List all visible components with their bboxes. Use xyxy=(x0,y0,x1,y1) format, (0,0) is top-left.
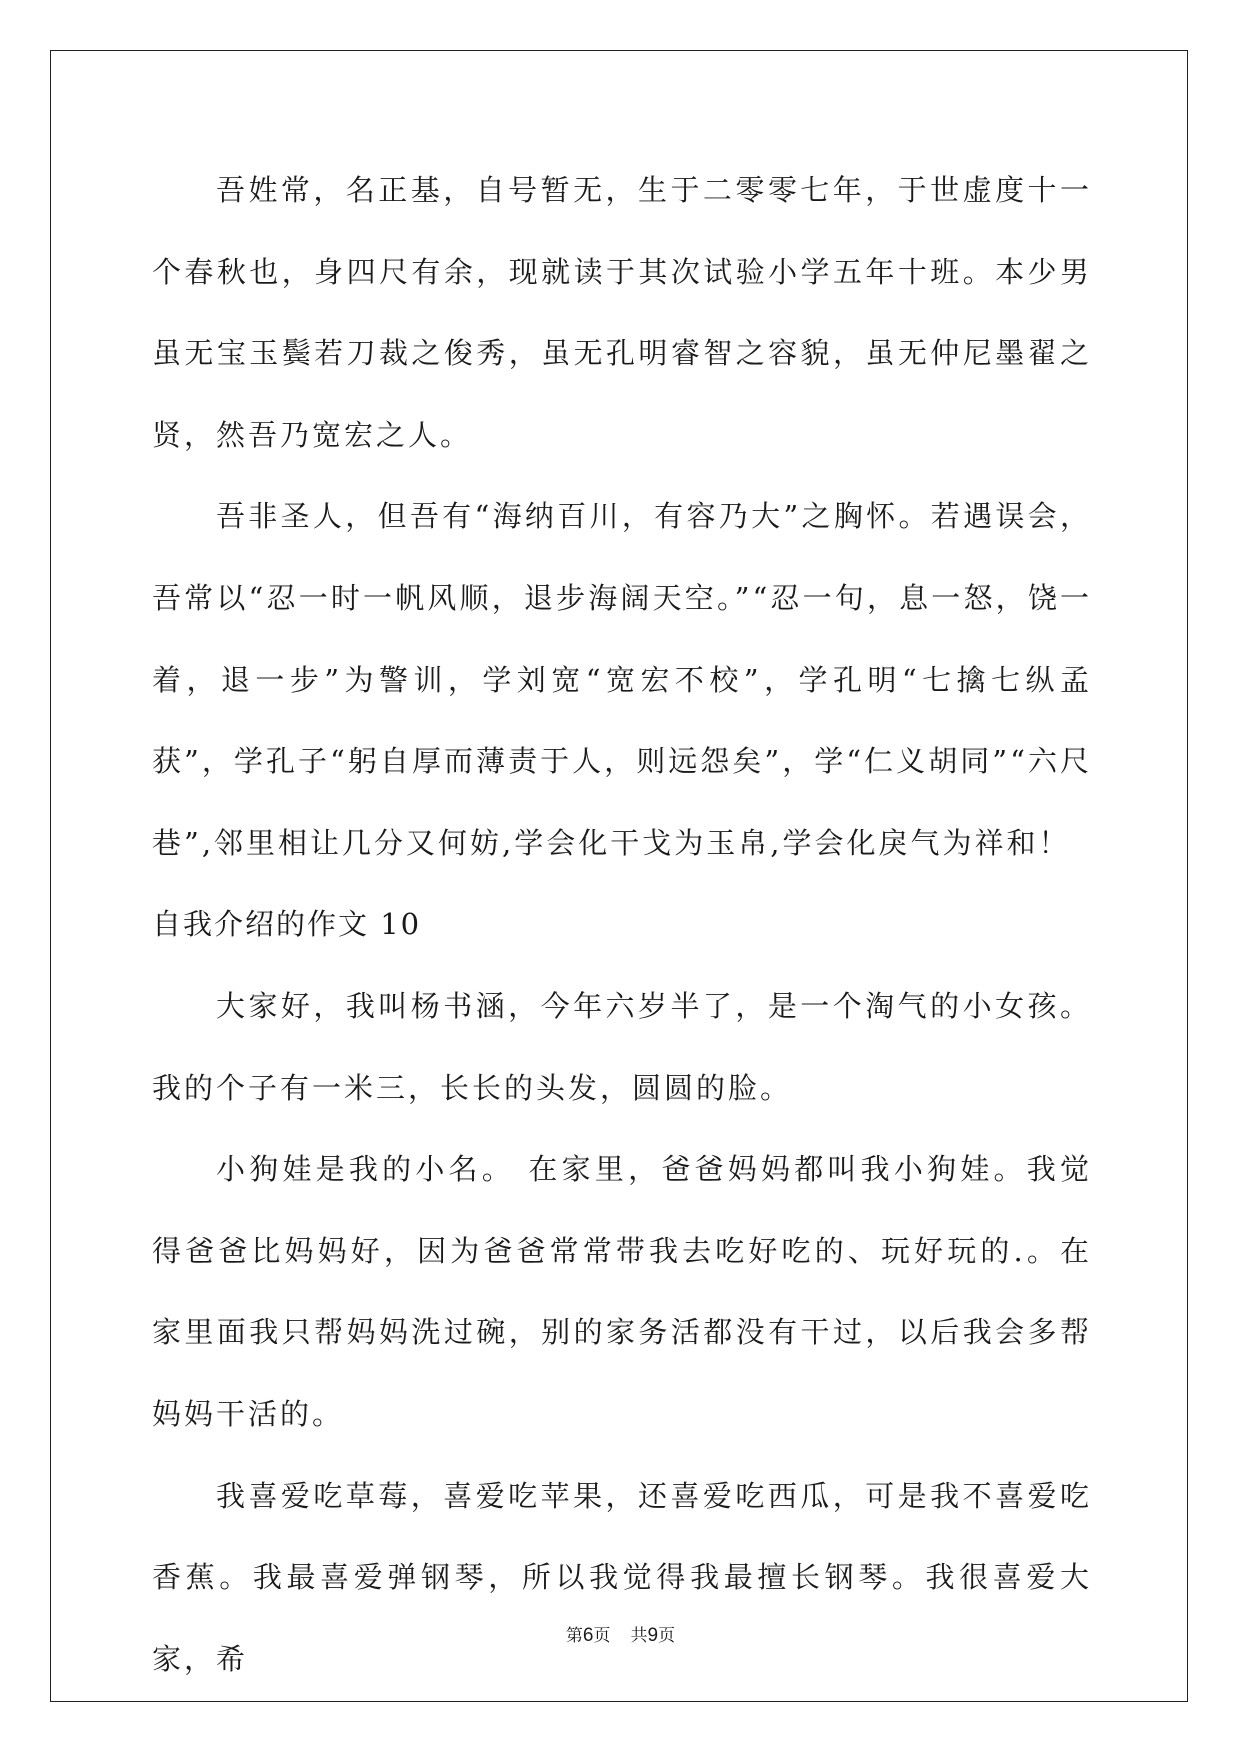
current-page-number: 6 xyxy=(582,1625,594,1646)
paragraph-1: 吾姓常，名正基，自号暂无，生于二零零七年，于世虚度十一个春秋也，身四尺有余，现就读于其次试验小学五年十班。本少男虽无宝玉鬓若刀裁之俊秀，虽无孔明睿智之容貌，虽无仲尼墨翟之贤，然吾乃宽宏之人。 xyxy=(152,173,1092,452)
footer-prefix-current: 第 xyxy=(565,1626,583,1646)
paragraph-2: 吾非圣人，但吾有“海纳百川，有容乃大”之胸怀。若遇误会，吾常以“忍一时一帆风顺，退步海阔天空。”“忍一句，息一怒，饶一着，退一步”为警训，学刘宽“宽宏不校”，学孔明“七擒七纵孟获”，学孔子“躬自厚而薄责于人，则远怨矣”，学“仁义胡同”“六尺巷”,邻里相让几分又何妨,学会化干戈为玉帛,学会化戾气为祥和！ xyxy=(152,499,1092,860)
document-body xyxy=(152,150,1092,1700)
paragraph-4: 小狗娃是我的小名。 在家里，爸爸妈妈都叫我小狗娃。我觉得爸爸比妈妈好，因为爸爸常常带我去吃好吃的、玩好玩的.。在家里面我只帮妈妈洗过碗，别的家务活都没有干过，以后我会多帮妈妈干活的。 xyxy=(152,1152,1092,1431)
paragraph-3: 大家好，我叫杨书涵，今年六岁半了，是一个淘气的小女孩。我的个子有一米三，长长的头发，圆圆的脸。 xyxy=(152,988,1092,1105)
total-page-number: 9 xyxy=(647,1625,659,1646)
paragraph-5: 我喜爱吃草莓，喜爱吃苹果，还喜爱吃西瓜，可是我不喜爱吃香蕉。我最喜爱弹钢琴，所以我觉得我最擅长钢琴。我很喜爱大家，希 xyxy=(152,1478,1092,1676)
section-heading: 自我介绍的作文 10 xyxy=(152,907,422,942)
page-footer xyxy=(0,1626,1241,1646)
footer-prefix-total: 共 xyxy=(630,1626,648,1646)
footer-suffix-current: 页 xyxy=(593,1626,611,1646)
footer-suffix-total: 页 xyxy=(658,1626,676,1646)
